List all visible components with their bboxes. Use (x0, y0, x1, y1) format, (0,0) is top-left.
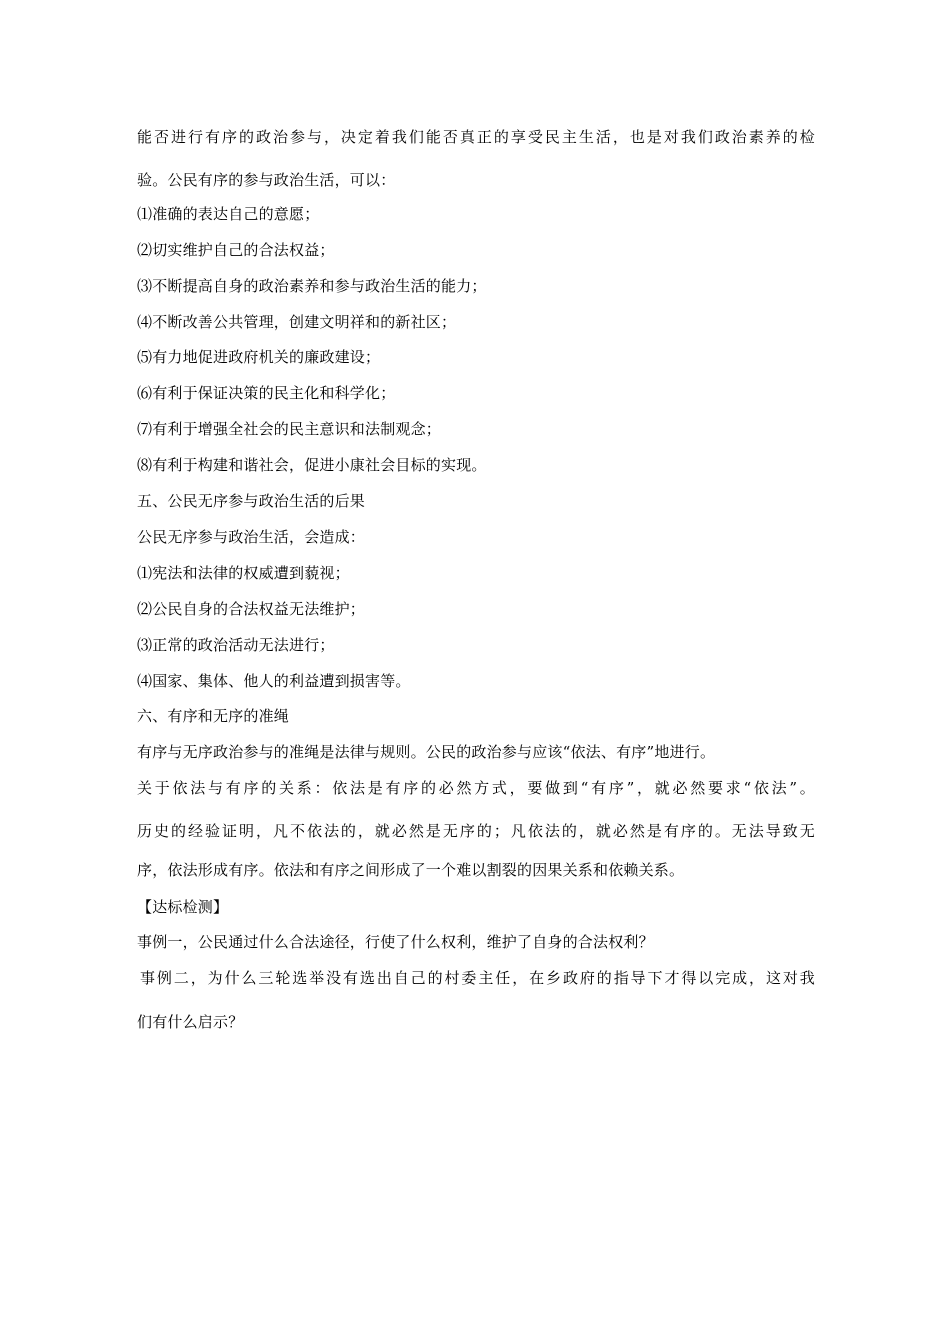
list-item: ⑷不断改善公共管理，创建文明祥和的新社区； (137, 313, 457, 331)
paragraph-line: 序，依法形成有序。依法和有序之间形成了一个难以割裂的因果关系和依赖关系。 (137, 861, 685, 879)
paragraph-line: 能否进行有序的政治参与，决定着我们能否真正的享受民主生活，也是对我们政治素养的检 (137, 128, 815, 146)
section-heading: 五、公民无序参与政治生活的后果 (137, 492, 366, 510)
question-line: 们有什么启示？ (137, 1013, 244, 1031)
list-item: ⑷国家、集体、他人的利益遭到损害等。 (137, 672, 411, 690)
section-heading: 【达标检测】 (137, 898, 229, 916)
list-item: ⑴准确的表达自己的意愿； (137, 205, 320, 223)
paragraph-line: 关于依法与有序的关系：依法是有序的必然方式，要做到“有序”，就必然要求“依法”。 (137, 779, 815, 797)
question-line: 事例二，为什么三轮选举没有选出自己的村委主任，在乡政府的指导下才得以完成，这对我 (140, 969, 815, 987)
list-item: ⑻有利于构建和谐社会，促进小康社会目标的实现。 (137, 456, 487, 474)
list-item: ⑵公民自身的合法权益无法维护； (137, 600, 366, 618)
list-item: ⑶不断提高自身的政治素养和参与政治生活的能力； (137, 277, 487, 295)
paragraph-line: 有序与无序政治参与的准绳是法律与规则。公民的政治参与应该“依法、有序”地进行。 (137, 743, 716, 761)
paragraph-line: 验。公民有序的参与政治生活，可以： (137, 171, 396, 189)
paragraph-line: 公民无序参与政治生活，会造成： (137, 528, 366, 546)
question-line: 事例一，公民通过什么合法途径，行使了什么权利，维护了自身的合法权利？ (137, 933, 654, 951)
list-item: ⑹有利于保证决策的民主化和科学化； (137, 384, 396, 402)
list-item: ⑶正常的政治活动无法进行； (137, 636, 335, 654)
section-heading: 六、有序和无序的准绳 (137, 707, 290, 725)
list-item: ⑸有力地促进政府机关的廉政建设； (137, 348, 381, 366)
list-item: ⑴宪法和法律的权威遭到藐视； (137, 564, 350, 582)
list-item: ⑺有利于增强全社会的民主意识和法制观念； (137, 420, 442, 438)
paragraph-line: 历史的经验证明，凡不依法的，就必然是无序的；凡依法的，就必然是有序的。无法导致无 (137, 822, 815, 840)
list-item: ⑵切实维护自己的合法权益； (137, 241, 335, 259)
